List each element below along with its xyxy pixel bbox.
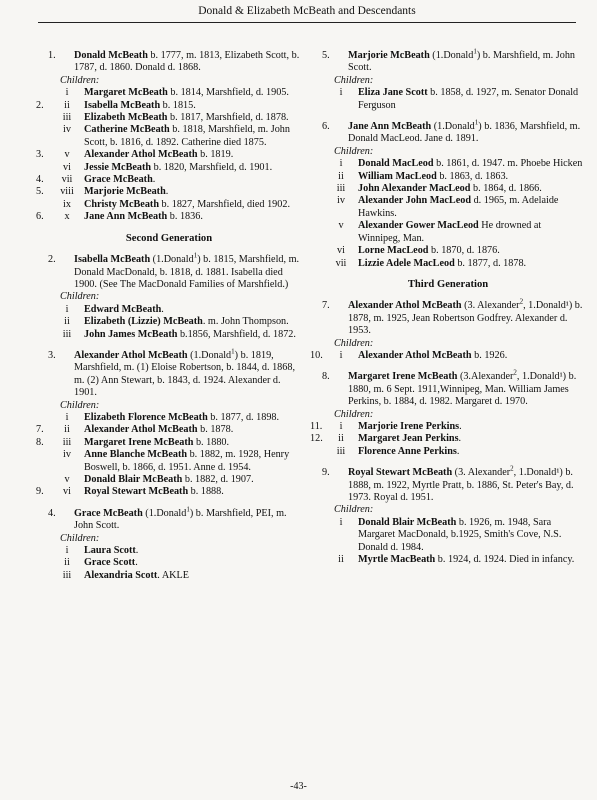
child-details: b. 1877, d. 1878. (454, 257, 527, 269)
child-roman-numeral: iv (63, 124, 71, 136)
child-name: Margaret Irene McBeath (84, 436, 194, 448)
generation-superscript: 2 (513, 368, 517, 377)
parent-ref: (1.Donald (142, 507, 187, 519)
child-roman-numeral: vii (61, 174, 73, 186)
person-name: Grace McBeath (74, 507, 143, 519)
child-text (84, 557, 300, 569)
child-item (38, 474, 300, 486)
child-text (84, 329, 300, 341)
entry-number: 3. (48, 349, 56, 361)
child-roman-numeral: vii (335, 257, 347, 269)
entry-details: ) b. 1819, Marshfield, m. (1) Eloise Robertson, b. 1844, d. 1868, m. (2) Ann Stewart, b. 1843, d. 1924. Alexander d. 1901. (74, 349, 295, 399)
child-roman-numeral: i (65, 411, 69, 423)
entry-details: ) b. Marshfield, PEI, m. John Scott. (74, 507, 287, 532)
child-details: b. 1878. (197, 424, 234, 436)
child-details: b. 1836. (167, 211, 203, 223)
child-roman-numeral: ii (64, 316, 70, 328)
entry-number: 4. (48, 507, 56, 519)
person-name: Royal Stewart McBeath (348, 467, 453, 479)
child-item (38, 557, 300, 569)
child-text (358, 350, 584, 362)
child-item (38, 211, 300, 223)
child-details: b. 1926. (471, 349, 508, 361)
child-text (358, 433, 584, 445)
entry-number: 9. (322, 467, 330, 479)
child-text (358, 195, 584, 220)
child-text (358, 421, 584, 433)
child-text (358, 245, 584, 257)
children-label: Children: (334, 504, 374, 516)
entry-text (74, 50, 300, 75)
child-text (84, 199, 300, 211)
entry-number: 6. (322, 121, 330, 133)
child-item (38, 316, 300, 328)
child-text (84, 545, 300, 557)
child-name: Eliza Jane Scott (358, 87, 428, 99)
child-text (84, 162, 300, 174)
child-roman-numeral: ix (63, 198, 71, 210)
person-name: Isabella McBeath (74, 254, 151, 266)
child-text (84, 149, 300, 161)
children-label: Children: (334, 74, 374, 86)
child-item (38, 570, 300, 582)
child-roman-numeral: iii (62, 328, 72, 340)
child-name: Royal Stewart McBeath (84, 486, 189, 498)
child-roman-numeral: vi (337, 245, 345, 257)
child-details: b. 1882, m. 1928, Henry Boswell, b. 1866, d. 1951. Anne d. 1954. (84, 449, 290, 473)
child-roman-numeral: i (339, 516, 343, 528)
child-roman-numeral: iii (336, 445, 346, 457)
child-details: b. 1819. (197, 149, 234, 161)
child-item (312, 87, 584, 112)
children-list (38, 304, 300, 341)
child-name: John James McBeath (84, 328, 178, 340)
entry-text (74, 505, 300, 533)
child-roman-numeral: ii (64, 99, 70, 111)
child-text (84, 186, 300, 198)
child-text (84, 474, 300, 486)
entry-number: 7. (322, 300, 330, 312)
child-details: b. 1863, d. 1863. (436, 170, 509, 182)
child-name: Christy McBeath (84, 198, 159, 210)
child-roman-numeral: ii (64, 424, 70, 436)
child-text (84, 100, 300, 112)
child-roman-numeral: i (65, 303, 69, 315)
child-text (84, 412, 300, 424)
child-text (358, 517, 584, 554)
child-details: b. 1924, d. 1924. Died in infancy. (435, 554, 575, 566)
child-roman-numeral: ii (338, 170, 344, 182)
child-item (38, 304, 300, 316)
entry-details: ) b. Marshfield, m. John Scott. (348, 50, 576, 74)
child-details: b. 1926, m. 1948, Sara Margaret MacDonald, b.1925, Smith's Cove, N.S. Donald d. 1984. (358, 516, 562, 553)
child-name: Lizzie Adele MacLeod (358, 257, 455, 269)
person-name: Marjorie McBeath (348, 50, 430, 61)
child-name: Elizabeth (Lizzie) McBeath (84, 316, 203, 328)
child-details: . m. John Thompson. (202, 316, 289, 328)
child-roman-numeral: x (64, 211, 70, 223)
entry-details: , 1.Donald¹) b. 1878, m. 1925, Jean Robertson Godfrey. Alexander d. 1953. (348, 300, 583, 337)
child-entry-number: 9. (36, 486, 44, 498)
family-entry (312, 47, 584, 112)
child-name: William MacLeod (358, 170, 437, 182)
child-text (84, 304, 300, 316)
child-item (38, 162, 300, 174)
child-name: Alexander Athol McBeath (84, 149, 198, 161)
child-roman-numeral: iii (62, 569, 72, 581)
children-list (38, 87, 300, 223)
child-details: . (135, 557, 138, 569)
children-label: Children: (334, 337, 374, 349)
family-entry (38, 505, 300, 582)
entry-text (74, 251, 300, 291)
entry-number: 5. (322, 50, 330, 61)
person-name: Alexander Athol McBeath (74, 349, 188, 361)
child-text (84, 112, 300, 124)
child-text (84, 316, 300, 328)
child-roman-numeral: i (65, 545, 69, 557)
child-name: Jane Ann McBeath (84, 211, 168, 223)
child-text (84, 486, 300, 498)
parent-ref: (1.Donald (187, 349, 232, 361)
child-item (38, 87, 300, 99)
parent-ref: (1.Donald (429, 50, 474, 61)
child-text (84, 437, 300, 449)
entry-text (74, 347, 300, 400)
child-name: Margaret McBeath (84, 87, 168, 99)
section-heading: Third Generation (407, 278, 489, 290)
child-item (38, 449, 300, 474)
child-roman-numeral: viii (60, 186, 74, 198)
children-list (312, 421, 584, 458)
generation-superscript: 1 (231, 347, 235, 356)
child-details: b. 1858, d. 1927, m. Senator Donald Ferguson (358, 87, 579, 111)
child-details: . (458, 433, 462, 445)
child-text (358, 446, 584, 458)
child-name: John Alexander MacLeod (358, 183, 471, 195)
child-details: . AKLE (157, 569, 189, 581)
entry-number: 2. (48, 254, 56, 266)
right-column (310, 47, 584, 575)
family-entry (312, 464, 584, 566)
child-item (38, 100, 300, 112)
parent-ref: (1.Donald (150, 254, 194, 266)
children-list (38, 545, 300, 582)
child-item (38, 412, 300, 424)
child-name: Donald Blair McBeath (358, 516, 457, 528)
children-list (312, 87, 584, 112)
child-roman-numeral: iv (63, 449, 71, 461)
child-item (312, 171, 584, 183)
family-entry (310, 297, 584, 362)
child-details: . (456, 445, 460, 457)
child-details: b. 1870, d. 1876. (428, 245, 500, 257)
page-header: Donald & Elizabeth McBeath and Descendants (38, 4, 576, 23)
entry-number: 8. (322, 371, 330, 383)
child-name: Laura Scott (84, 545, 136, 557)
children-list (312, 350, 584, 362)
child-entry-number: 2. (36, 99, 44, 111)
child-entry-number: 7. (36, 424, 44, 436)
child-details: b. 1818, Marshfield, m. John Scott, b. 1816, d. 1892. Catherine died 1875. (84, 124, 290, 148)
child-name: Grace Scott (84, 557, 136, 569)
children-list (38, 412, 300, 499)
children-label: Children: (60, 532, 100, 544)
child-roman-numeral: ii (338, 554, 344, 566)
child-text (84, 211, 300, 223)
child-item (38, 186, 300, 198)
child-name: Florence Anne Perkins (358, 445, 457, 457)
child-details: b. 1880. (193, 436, 230, 448)
child-text (84, 449, 300, 474)
child-text (84, 87, 300, 99)
child-roman-numeral: iv (337, 195, 345, 207)
child-name: Alexander Gower MacLeod (358, 220, 479, 232)
child-roman-numeral: iii (336, 183, 346, 195)
entry-details: b. 1777, m. 1813, Elizabeth Scott, b. 1787, d. 1860. Donald d. 1868. (74, 50, 300, 74)
child-name: Elizabeth McBeath (84, 112, 168, 124)
entry-details: ) b. 1815, Marshfield, m. Donald MacDonald, b. 1818, d. 1881. Isabella died 1900. (See The MacDonald Families of Marshfield.) (74, 254, 300, 290)
child-roman-numeral: iii (62, 112, 72, 124)
child-roman-numeral: i (339, 420, 343, 432)
child-name: Myrtle MacBeath (358, 554, 436, 566)
child-roman-numeral: v (338, 220, 344, 232)
child-roman-numeral: vi (63, 161, 71, 173)
child-name: Marjorie Irene Perkins (358, 420, 460, 432)
child-name: Jessie McBeath (84, 161, 152, 173)
child-item (312, 446, 584, 458)
child-text (84, 570, 300, 582)
child-name: Donald Blair McBeath (84, 474, 183, 485)
entry-details: ) b. 1836, Marshfield, m. Donald MacLeod. Jane d. 1891. (348, 121, 581, 145)
person-name: Donald McBeath (74, 50, 148, 61)
child-text (84, 124, 300, 149)
child-item (312, 245, 584, 257)
child-name: Catherine McBeath (84, 124, 170, 136)
children-list (312, 158, 584, 270)
child-roman-numeral: i (65, 87, 69, 99)
child-details: b. 1864, d. 1866. (470, 183, 542, 195)
child-item (38, 149, 300, 161)
child-text (358, 220, 584, 245)
generation-superscript: 1 (193, 251, 198, 260)
child-name: Alexander John MacLeod (358, 195, 472, 207)
child-entry-number: 12. (310, 433, 323, 445)
child-details: b. 1817, Marshfield, d. 1878. (167, 112, 289, 124)
child-details: . (161, 303, 164, 315)
child-name: Alexander Athol McBeath (84, 424, 198, 436)
parent-ref: (3. Alexander (461, 300, 520, 312)
child-details: He drowned at Winnipeg, Man. (358, 220, 542, 244)
parent-ref: (1.Donald (431, 121, 475, 133)
child-text (84, 174, 300, 186)
child-name: Isabella McBeath (84, 99, 161, 111)
child-name: Lorne MacLeod (358, 245, 429, 257)
entry-details: , 1.Donald¹) b. 1880, m. 6 Sept. 1911,Winnipeg, Man. William James Perkins, b. 1884, d. 1982. Margaret d. 1970. (348, 371, 577, 408)
entry-text (348, 464, 584, 504)
child-name: Marjorie McBeath (84, 186, 166, 198)
child-name: Margaret Jean Perkins (358, 433, 459, 445)
child-roman-numeral: i (339, 158, 343, 170)
child-item (312, 517, 584, 554)
children-list (312, 517, 584, 567)
child-roman-numeral: v (64, 149, 70, 161)
child-roman-numeral: v (64, 474, 70, 485)
person-name: Jane Ann McBeath (348, 121, 432, 133)
child-name: Donald MacLeod (358, 158, 434, 170)
child-details: . (459, 420, 462, 432)
person-name: Alexander Athol McBeath (348, 300, 462, 312)
child-roman-numeral: i (339, 87, 343, 99)
child-details: b. 1814, Marshfield, d. 1905. (167, 87, 289, 99)
child-text (358, 87, 584, 112)
child-name: Edward McBeath (84, 303, 162, 315)
child-text (358, 183, 584, 195)
child-item (312, 350, 584, 362)
child-details: b. 1815. (160, 99, 196, 111)
parent-ref: (3. Alexander (452, 467, 511, 479)
child-item (312, 220, 584, 245)
child-entry-number: 3. (36, 149, 44, 161)
child-item (38, 437, 300, 449)
child-item (312, 421, 584, 433)
child-name: Anne Blanche McBeath (84, 449, 188, 461)
child-text (358, 258, 584, 270)
child-roman-numeral: ii (64, 557, 70, 569)
entry-text (348, 47, 584, 75)
child-item (38, 545, 300, 557)
child-details: d. 1965, m. Adelaide Hawkins. (358, 195, 559, 219)
children-label: Children: (60, 291, 100, 303)
child-item (312, 554, 584, 566)
generation-superscript: 1 (474, 118, 479, 127)
child-name: Elizabeth Florence McBeath (84, 411, 208, 423)
child-item (38, 124, 300, 149)
child-item (312, 258, 584, 270)
entry-details: , 1.Donald¹) b. 1888, m. 1922, Myrtle Pratt, b. 1886, St. Peter's Bay, d. 1973. Royal d. 1951. (348, 467, 574, 503)
parent-ref: (3.Alexander (457, 371, 514, 383)
child-text (358, 554, 584, 566)
child-entry-number: 8. (36, 436, 44, 448)
child-details: b. 1827, Marshfield, died 1902. (158, 198, 290, 210)
family-entry (38, 50, 300, 224)
children-label: Children: (60, 74, 100, 86)
child-roman-numeral: i (339, 349, 343, 361)
child-entry-number: 6. (36, 211, 44, 223)
child-item (38, 329, 300, 341)
child-details: b. 1861, d. 1947. m. Phoebe Hicken (433, 158, 583, 170)
child-details: b. 1820, Marshfield, d. 1901. (151, 161, 273, 173)
left-column (38, 50, 300, 591)
child-item (38, 199, 300, 211)
child-details: . (135, 545, 139, 557)
child-item (312, 433, 584, 445)
child-item (38, 424, 300, 436)
page-number: -43- (290, 781, 307, 792)
child-roman-numeral: iii (62, 436, 72, 448)
family-entry (36, 347, 300, 499)
child-details: b. 1877, d. 1898. (207, 411, 280, 423)
child-name: Grace McBeath (84, 174, 153, 186)
child-entry-number: 10. (310, 349, 323, 361)
person-name: Margaret Irene McBeath (348, 371, 458, 383)
child-item (312, 183, 584, 195)
child-details: b. 1882, d. 1907. (182, 474, 254, 485)
child-text (84, 424, 300, 436)
entry-text (348, 118, 584, 146)
child-name: Alexander Athol McBeath (358, 349, 472, 361)
family-entry (312, 118, 584, 270)
children-label: Children: (334, 145, 374, 157)
generation-superscript: 1 (473, 47, 477, 56)
child-roman-numeral: vi (63, 486, 71, 498)
child-entry-number: 5. (36, 186, 44, 198)
family-entry (310, 368, 584, 458)
child-roman-numeral: ii (338, 433, 344, 445)
child-item (312, 195, 584, 220)
child-text (358, 171, 584, 183)
children-label: Children: (60, 399, 100, 411)
child-entry-number: 4. (36, 174, 44, 186)
child-details: b.1856, Marshfield, d. 1872. (177, 328, 296, 340)
child-item (312, 158, 584, 170)
generation-superscript: 1 (186, 505, 190, 514)
child-details: . (165, 186, 169, 198)
child-name: Alexandria Scott (84, 569, 158, 581)
child-item (38, 174, 300, 186)
child-text (358, 158, 584, 170)
child-item (38, 112, 300, 124)
family-entry (38, 251, 300, 341)
child-entry-number: 11. (310, 420, 323, 432)
generation-superscript: 2 (519, 297, 524, 306)
child-details: b. 1888. (188, 486, 224, 498)
entry-number: 1. (48, 50, 56, 61)
entry-text (348, 297, 584, 337)
section-heading: Second Generation (125, 232, 213, 244)
entry-text (348, 368, 584, 408)
children-label: Children: (334, 408, 374, 420)
generation-superscript: 2 (510, 464, 514, 473)
child-item (38, 486, 300, 498)
child-details: . (152, 174, 156, 186)
